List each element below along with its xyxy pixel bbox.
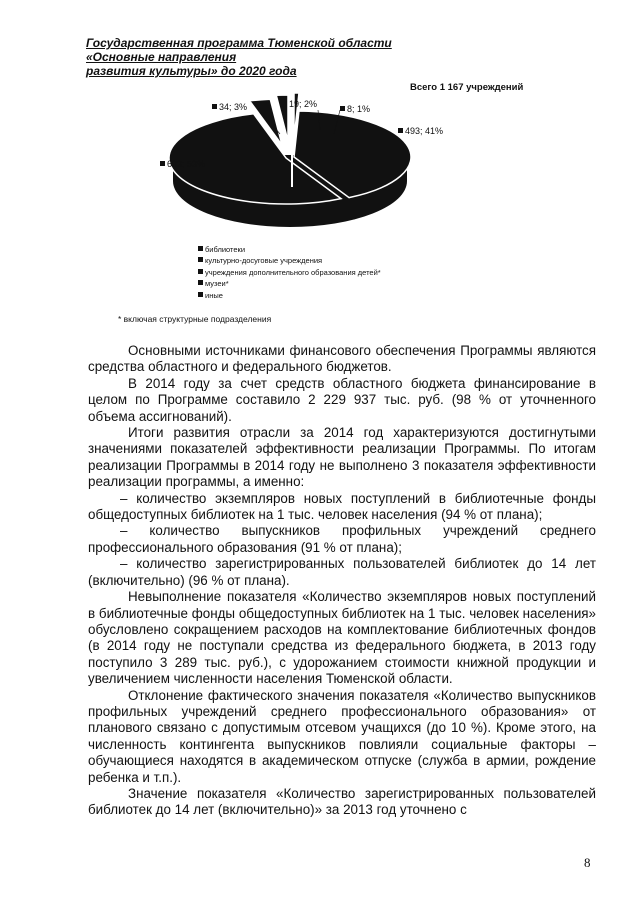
body-paragraph: Основными источниками финансового обеспечения Программы являются средства областного и федерального бюджетов. xyxy=(88,343,596,375)
pie-slice-label: 34; 3% xyxy=(219,102,248,112)
legend-swatch xyxy=(198,269,203,274)
pie-label-marker xyxy=(212,104,217,109)
body-paragraph: Отклонение фактического значения показателя «Количество выпускников профильных учреждений среднего профессионального образования» от планового связано с допустимым отсевом учащихся (до 10 %). Кроме этого, на численность контингента выпускников повлияли социальные факторы – обучающиеся находятся в академическом отпуске (служба в армии, рождение ребенка и т.п.). xyxy=(88,687,596,785)
legend-item xyxy=(198,244,381,255)
legend-label: библиотеки xyxy=(205,245,246,254)
legend-swatch xyxy=(198,292,203,297)
legend-swatch xyxy=(198,257,203,262)
body-text xyxy=(88,343,596,819)
legend-label: иные xyxy=(205,290,223,300)
document-header xyxy=(86,36,436,78)
body-paragraph: – количество выпускников профильных учреждений среднего профессионального образования (91 % от плана); xyxy=(88,523,596,555)
legend-item xyxy=(198,290,381,301)
legend-item xyxy=(198,278,381,289)
body-paragraph: В 2014 году за счет средств областного бюджета финансирование в целом по Программе составило 2 229 937 тыс. руб. (98 % от уточненного объема ассигнований). xyxy=(88,375,596,424)
legend-swatch xyxy=(198,280,203,285)
header-line-1: Государственная программа Тюменской области «Основные направления xyxy=(86,36,392,64)
body-paragraph: – количество экземпляров новых поступлений в библиотечные фонды общедоступных библиотек на 1 тыс. человек населения (94 % от плана); xyxy=(88,490,596,523)
pie-label-marker xyxy=(398,128,403,133)
pie-label-marker xyxy=(160,161,165,166)
header-line-2: развития культуры» до 2020 года xyxy=(86,64,297,78)
body-paragraph: Значение показателя «Количество зарегистрированных пользователей библиотек до 14 лет (включительно)» за 2013 год уточнено с xyxy=(88,785,596,818)
chart-footnote: * включая структурные подразделения xyxy=(118,314,272,324)
chart-legend xyxy=(198,244,381,301)
body-paragraph: Итоги развития отрасли за 2014 год характеризуются достигнутыми значениями показателей эффективности реализации Программы. По итогам реализации Программы в 2014 году не выполнено 3 показателя эффективности реализации программы, а именно: xyxy=(88,425,596,490)
legend-label: учреждения дополнительного образования детей* xyxy=(205,267,381,277)
pie-slice-label: 493; 41% xyxy=(405,126,444,136)
pie-slice-label: 19; 2% xyxy=(289,99,318,109)
pie-slice-label: 633; 53% xyxy=(167,159,206,169)
legend-swatch xyxy=(198,246,203,251)
legend-label: культурно-досуговые учреждения xyxy=(205,256,323,266)
pie-label-marker xyxy=(282,101,287,106)
legend-item xyxy=(198,267,381,278)
body-paragraph: – количество зарегистрированных пользователей библиотек до 14 лет (включительно) (96 % от плана). xyxy=(88,556,596,588)
page-number: 8 xyxy=(584,855,591,870)
chart-total-label: Всего 1 167 учреждений xyxy=(410,82,524,93)
pie-label-marker xyxy=(340,106,345,111)
body-paragraph: Невыполнение показателя «Количество экземпляров новых поступлений в библиотечные фонды общедоступных библиотек на 1 тыс. человек населения» обусловлено сокращением расходов на комплектование библиотечных фондов (в 2014 году не поступали средства из федерального бюджета, в 2013 году поступило 3 289 тыс. руб.), с удорожанием стоимости книжной продукции и увеличением численности населения Тюменской области. xyxy=(88,589,596,687)
pie-slice-label: 8; 1% xyxy=(347,104,371,114)
legend-label: музеи* xyxy=(205,279,229,289)
legend-item xyxy=(198,255,381,266)
